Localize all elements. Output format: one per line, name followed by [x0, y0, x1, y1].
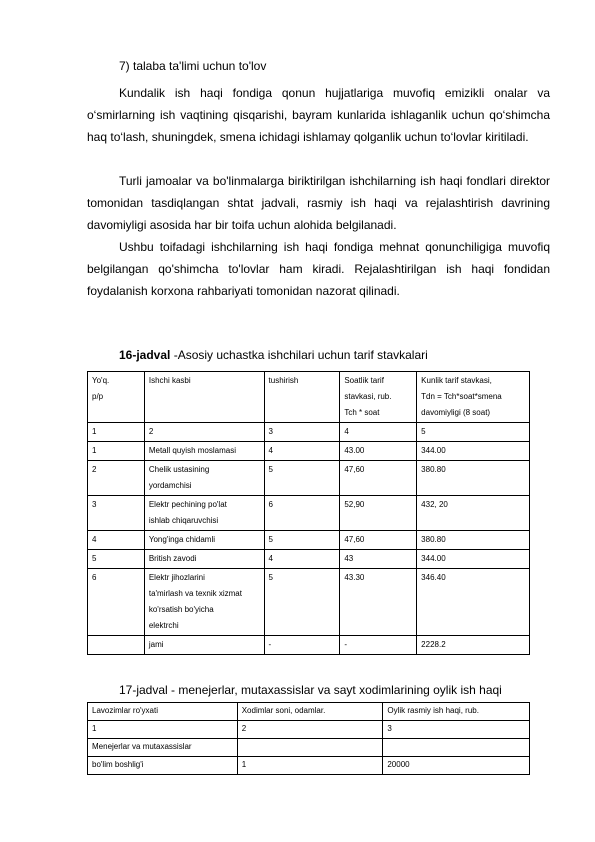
header-cell-text: Ishchi kasbi — [148, 376, 191, 385]
table-cell — [340, 636, 417, 655]
header-cell — [144, 372, 264, 423]
header-cell-text: Yo'q. — [92, 376, 110, 385]
header-cell-text: Tch * soat — [344, 408, 380, 417]
table-cell — [88, 569, 145, 636]
cell-text: 52,90 — [344, 500, 365, 509]
table-cell — [417, 496, 530, 531]
table-cell: 3 — [383, 721, 530, 739]
cell-text: 380.80 — [421, 465, 446, 474]
table-cell — [383, 739, 530, 757]
header-cell: Xodimlar soni, odamlar. — [237, 703, 383, 721]
cell-text: 4 — [344, 427, 349, 436]
cell-text: jami — [148, 640, 164, 649]
table-row — [88, 442, 530, 461]
table-cell — [144, 569, 264, 636]
table-cell — [88, 550, 145, 569]
table-cell — [340, 442, 417, 461]
header-cell-text: Tdn = Tch*soat*smena — [421, 392, 502, 401]
table-cell — [264, 550, 340, 569]
table-cell — [340, 569, 417, 636]
table-cell — [264, 569, 340, 636]
table-cell — [340, 423, 417, 442]
cell-text: 5 — [268, 573, 273, 582]
table-row — [88, 423, 530, 442]
table-cell — [88, 636, 145, 655]
cell-text: 5 — [268, 465, 273, 474]
table-cell — [88, 423, 145, 442]
section-heading: 7) talaba ta'limi uchun to'lov — [119, 59, 267, 73]
header-cell: Oylik rasmiy ish haqi, rub. — [383, 703, 530, 721]
table-cell — [88, 531, 145, 550]
cell-text: 2228.2 — [421, 640, 446, 649]
monthly-salary-table — [87, 702, 530, 775]
tariff-rates-table — [87, 371, 530, 655]
table-header-row — [88, 372, 530, 423]
cell-text: 432, 20 — [421, 500, 448, 509]
table-cell — [264, 423, 340, 442]
table16-caption-text: -Asosiy uchastka ishchilari uchun tarif stavkalari — [170, 348, 428, 362]
header-cell: Lavozimlar ro'yxati — [88, 703, 238, 721]
table-cell — [264, 442, 340, 461]
cell-text: ishlab chiqaruvchisi — [148, 516, 219, 525]
cell-text: 344.00 — [421, 554, 446, 563]
table-cell: 1 — [237, 757, 383, 775]
cell-text: 2 — [92, 465, 97, 474]
table-row — [88, 739, 530, 757]
cell-text: 5 — [92, 554, 97, 563]
paragraph-1: Kundalik ish haqi fondiga qonun hujjatlariga muvofiq emizikli onalar va o‘smirlarning ish vaqtining qisqarishi, bayram kunlarida ishlaganlik uchun qo‘shimcha haq to‘lash, shuningdek, smena ichidagi ishlamay qolganlik uchun to‘lovlar kiritiladi. — [87, 86, 550, 144]
header-cell-text: Kunlik tarif stavkasi, — [421, 376, 492, 385]
cell-text: 43.00 — [344, 446, 365, 455]
table-cell — [417, 531, 530, 550]
cell-text: Yong'inga chidamli — [148, 535, 216, 544]
table-row — [88, 550, 530, 569]
paragraph-3: Ushbu toifadagi ishchilarning ish haqi fondiga mehnat qonunchiligiga muvofiq belgilangan qo'shimcha to'lovlar ham kiradi. Rejalashtirilgan ish haqi fondidan foydalanish korxona rahbariyati tomonidan nazorat qilinadi. — [87, 240, 550, 298]
table-cell — [144, 423, 264, 442]
table-row — [88, 721, 530, 739]
cell-text: - — [344, 640, 348, 649]
table-row — [88, 461, 530, 496]
cell-text: 3 — [268, 427, 273, 436]
table-cell: 20000 — [383, 757, 530, 775]
cell-text: Metall quyish moslamasi — [148, 446, 236, 455]
table-row — [88, 636, 530, 655]
cell-text: 380.80 — [421, 535, 446, 544]
header-cell-text: p/p — [92, 392, 104, 401]
cell-text: ta'mirlash va texnik xizmat — [148, 589, 242, 598]
cell-text: 47,60 — [344, 465, 365, 474]
table-cell — [417, 423, 530, 442]
table-cell — [144, 550, 264, 569]
table-cell: 1 — [88, 721, 238, 739]
cell-text: elektrchi — [148, 621, 179, 630]
cell-text: 4 — [268, 446, 273, 455]
table-cell — [88, 496, 145, 531]
cell-text: Chelik ustasining — [148, 465, 210, 474]
header-cell — [88, 372, 145, 423]
table-cell — [144, 442, 264, 461]
cell-text: 4 — [268, 554, 273, 563]
table16-caption-number: 16-jadval — [119, 348, 171, 362]
table-cell — [264, 531, 340, 550]
paragraph-2: Turli jamoalar va bo'linmalarga biriktirilgan ishchilarning ish haqi fondlari direktor tomonidan tasdiqlangan shtat jadvali, rasmiy ish haqi va rejalashtirish davrining davomiyligi asosida har bir toifa uchun alohida belgilanadi. — [87, 174, 550, 232]
cell-text: 47,60 — [344, 535, 365, 544]
cell-text: 344.00 — [421, 446, 446, 455]
table-row — [88, 757, 530, 775]
table-cell — [88, 442, 145, 461]
table-row — [88, 531, 530, 550]
header-cell — [264, 372, 340, 423]
table17-caption: 17-jadval - menejerlar, mutaxassislar va sayt xodimlarining oylik ish haqi — [119, 683, 502, 697]
cell-text: yordamchisi — [148, 481, 192, 490]
cell-text: 346.40 — [421, 573, 446, 582]
table-cell — [264, 461, 340, 496]
table-header-row — [88, 703, 530, 721]
cell-text: 4 — [92, 535, 97, 544]
table16-caption — [119, 346, 428, 364]
table-cell — [417, 442, 530, 461]
cell-text: 1 — [92, 446, 97, 455]
table-cell — [417, 636, 530, 655]
table-cell — [340, 496, 417, 531]
table-cell — [144, 636, 264, 655]
cell-text: 5 — [421, 427, 426, 436]
table-cell — [264, 496, 340, 531]
cell-text: 43.30 — [344, 573, 365, 582]
table-cell — [340, 550, 417, 569]
table-cell: Menejerlar va mutaxassislar — [88, 739, 238, 757]
cell-text: 43 — [344, 554, 354, 563]
header-cell-text: stavkasi, rub. — [344, 392, 392, 401]
table-cell — [417, 569, 530, 636]
table-row — [88, 496, 530, 531]
cell-text: 5 — [268, 535, 273, 544]
table-cell: 2 — [237, 721, 383, 739]
table-cell — [237, 739, 383, 757]
cell-text: Elektr jihozlarini — [148, 573, 205, 582]
table-cell — [144, 496, 264, 531]
table-cell — [88, 461, 145, 496]
cell-text: 6 — [92, 573, 97, 582]
cell-text: 3 — [92, 500, 97, 509]
cell-text: Elektr pechining po'lat — [148, 500, 227, 509]
header-cell — [340, 372, 417, 423]
table-cell — [417, 550, 530, 569]
table-cell — [144, 531, 264, 550]
table-cell — [417, 461, 530, 496]
table-cell — [144, 461, 264, 496]
table-cell — [264, 636, 340, 655]
header-cell-text: davomiyligi (8 soat) — [421, 408, 491, 417]
cell-text: 2 — [148, 427, 154, 436]
table-row — [88, 569, 530, 636]
header-cell-text: tushirish — [268, 376, 299, 385]
cell-text: 6 — [268, 500, 273, 509]
cell-text: 1 — [92, 427, 97, 436]
table-cell — [340, 461, 417, 496]
table-cell — [340, 531, 417, 550]
cell-text: - — [268, 640, 272, 649]
cell-text: British zavodi — [148, 554, 197, 563]
cell-text: ko'rsatish bo'yicha — [148, 605, 214, 614]
table-cell: bo'lim boshlig'i — [88, 757, 238, 775]
header-cell — [417, 372, 530, 423]
header-cell-text: Soatlik tarif — [344, 376, 384, 385]
